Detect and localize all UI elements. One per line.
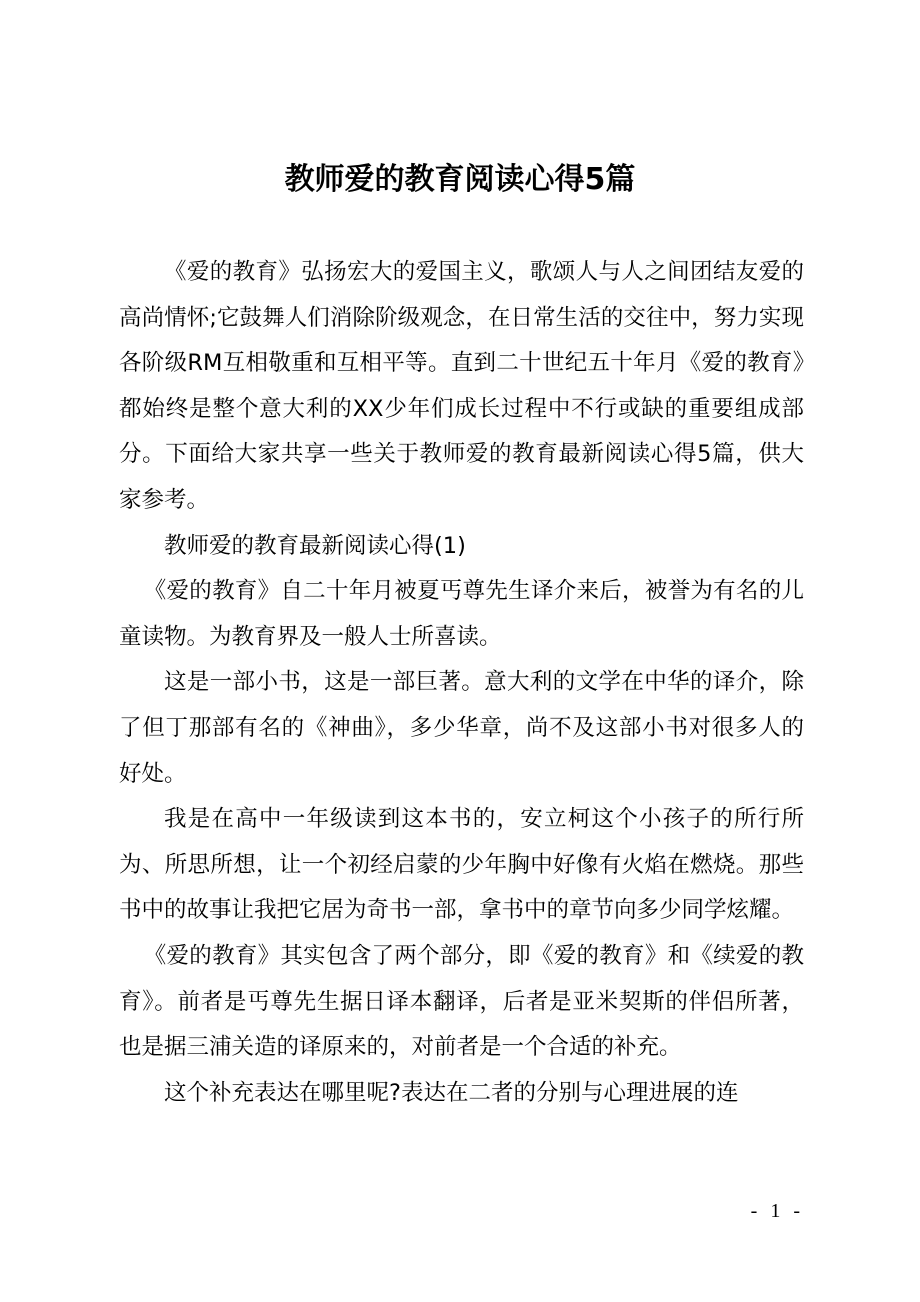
body-paragraph: 《爱的教育》自二十年月被夏丐尊先生译介来后，被誉为有名的儿童读物。为教育界及一般人士所喜读。	[119, 578, 804, 650]
body-paragraph: 这个补充表达在哪里呢?表达在二者的分别与心理进展的连	[164, 1079, 739, 1106]
page-number: - 1 -	[750, 1200, 804, 1222]
document-body	[119, 250, 804, 1116]
section-heading: 教师爱的教育最新阅读心得(1)	[164, 532, 466, 559]
body-paragraph: 《爱的教育》其实包含了两个部分，即《爱的教育》和《续爱的教育》。前者是丐尊先生据日译本翻译，后者是亚米契斯的伴侣所著，也是据三浦关造的译原来的，对前者是一个合适的补充。	[119, 942, 804, 1061]
body-paragraph: 我是在高中一年级读到这本书的，安立柯这个小孩子的所行所为、所思所想，让一个初经启蒙的少年胸中好像有火焰在燃烧。那些书中的故事让我把它居为奇书一部，拿书中的章节向多少同学炫耀。	[119, 806, 804, 924]
body-paragraph: 这是一部小书，这是一部巨著。意大利的文学在中华的译介，除了但丁那部有名的《神曲》，多少华章，尚不及这部小书对很多人的好处。	[119, 669, 804, 787]
document-title: 教师爱的教育阅读心得5篇	[284, 162, 636, 197]
intro-paragraph: 《爱的教育》弘扬宏大的爱国主义，歌颂人与人之间团结友爱的高尚情怀;它鼓舞人们消除阶级观念，在日常生活的交往中，努力实现各阶级RM互相敬重和互相平等。直到二十世纪五十年月《爱的教育》都始终是整个意大利的XX少年们成长过程中不行或缺的重要组成部分。下面给大家共享一些关于教师爱的教育最新阅读心得5篇，供大家参考。	[119, 259, 804, 513]
